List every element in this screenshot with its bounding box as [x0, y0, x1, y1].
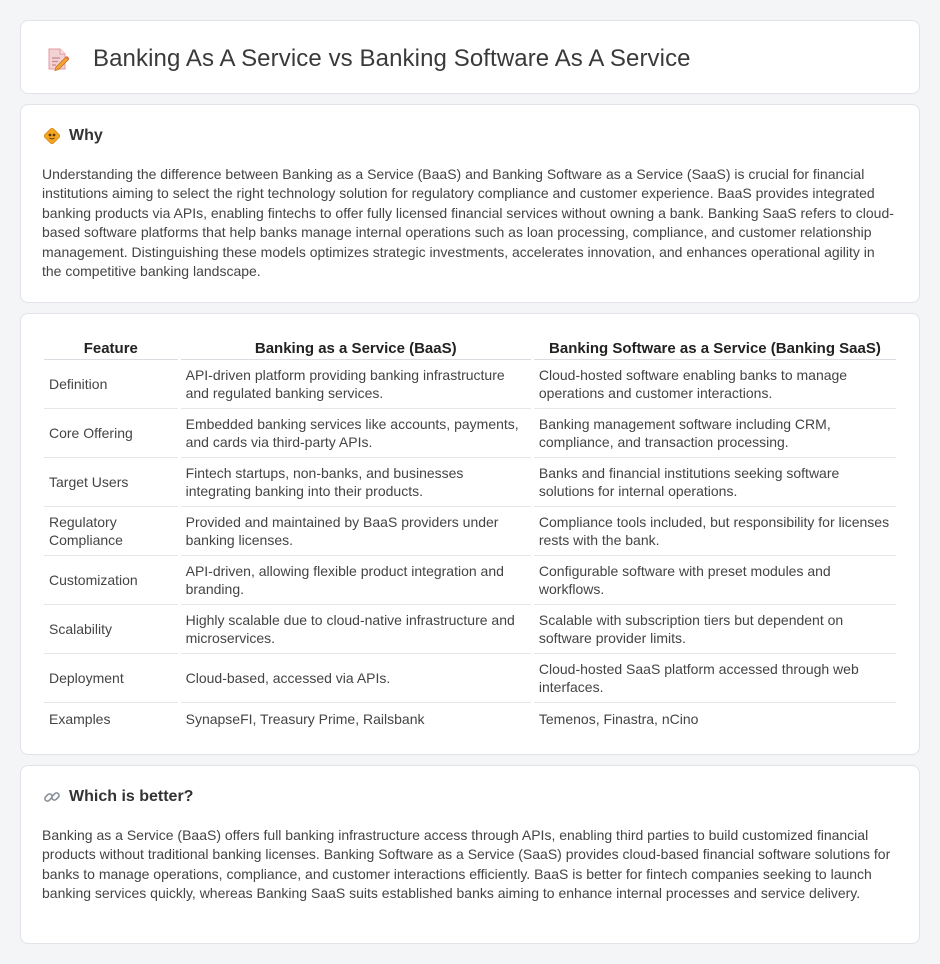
table-row — [44, 703, 896, 735]
which-is-better-section — [20, 765, 920, 944]
better-title: Which is better? — [69, 788, 194, 805]
baas-cell: Highly scalable due to cloud-native infrastructure and microservices. — [181, 605, 531, 654]
document-pencil-icon — [47, 46, 69, 72]
header-feature: Feature — [44, 336, 178, 360]
saas-cell: Configurable software with preset modules and workflows. — [534, 556, 896, 605]
header-card — [20, 20, 920, 94]
table-row — [44, 458, 896, 507]
baas-cell: API-driven platform providing banking infrastructure and regulated banking services. — [181, 360, 531, 409]
header-baas: Banking as a Service (BaaS) — [181, 336, 531, 360]
comparison-section — [20, 313, 920, 755]
baas-cell: Fintech startups, non-banks, and businesses integrating banking into their products. — [181, 458, 531, 507]
feature-cell: Examples — [49, 711, 111, 727]
why-section — [20, 104, 920, 303]
header-banking-saas: Banking Software as a Service (Banking SaaS) — [534, 336, 896, 360]
comparison-table — [41, 336, 899, 735]
page-title: Banking As A Service vs Banking Software As A Service — [93, 45, 691, 72]
table-row — [44, 507, 896, 556]
baas-cell: Cloud-based, accessed via APIs. — [181, 654, 531, 703]
saas-cell: Compliance tools included, but responsibility for licenses rests with the bank. — [534, 507, 896, 556]
baas-cell: Provided and maintained by BaaS providers under banking licenses. — [181, 507, 531, 556]
saas-cell: Cloud-hosted SaaS platform accessed through web interfaces. — [534, 654, 896, 703]
table-row — [44, 605, 896, 654]
better-heading — [43, 788, 193, 806]
saas-cell: Banking management software including CRM, compliance, and transaction processing. — [534, 409, 896, 458]
baas-cell: API-driven, allowing flexible product integration and branding. — [181, 556, 531, 605]
feature-cell: Core Offering — [44, 409, 178, 458]
table-row — [44, 360, 896, 409]
feature-cell: Deployment — [44, 654, 178, 703]
table-row — [44, 409, 896, 458]
baas-cell: Embedded banking services like accounts, payments, and cards via third-party APIs. — [181, 409, 531, 458]
feature-cell: Scalability — [44, 605, 178, 654]
saas-cell: Banks and financial institutions seeking software solutions for internal operations. — [534, 458, 896, 507]
link-icon — [43, 788, 61, 806]
better-text: Banking as a Service (BaaS) offers full banking infrastructure access through APIs, enabling third parties to build customized financial products without traditional banking licenses. Banking Software as a Service (SaaS) provides cloud-based financial software solutions for banks to manage operations, compliance, and customer interactions efficiently. BaaS is better for fintech companies seeking to launch banking services quickly, whereas Banking SaaS suits established banks aiming to enhance internal processes and service delivery. — [42, 827, 891, 902]
feature-cell: Regulatory Compliance — [44, 507, 178, 556]
saas-cell: Temenos, Finastra, nCino — [538, 711, 699, 727]
title-row — [47, 45, 691, 73]
table-header-row — [44, 336, 896, 360]
feature-cell: Definition — [44, 360, 178, 409]
diamond-sign-icon — [43, 127, 61, 145]
saas-cell: Scalable with subscription tiers but dependent on software provider limits. — [534, 605, 896, 654]
why-text: Understanding the difference between Banking as a Service (BaaS) and Banking Software as a Service (SaaS) is crucial for financial institutions aiming to select the right technology solution for regulatory compliance and customer experience. BaaS provides integrated banking products via APIs, enabling fintechs to offer fully licensed financial services without owning a bank. Banking SaaS refers to cloud-based software platforms that help banks manage internal operations such as loan processing, compliance, and customer relationship management. Distinguishing these models optimizes strategic investments, accelerates innovation, and enhances operational agility in the competitive banking landscape. — [42, 166, 894, 280]
why-heading — [43, 127, 103, 145]
baas-cell: SynapseFI, Treasury Prime, Railsbank — [185, 711, 425, 727]
feature-cell: Target Users — [44, 458, 178, 507]
table-row — [44, 556, 896, 605]
feature-cell: Customization — [44, 556, 178, 605]
why-title: Why — [69, 127, 103, 144]
saas-cell: Cloud-hosted software enabling banks to manage operations and customer interactions. — [534, 360, 896, 409]
table-row — [44, 654, 896, 703]
